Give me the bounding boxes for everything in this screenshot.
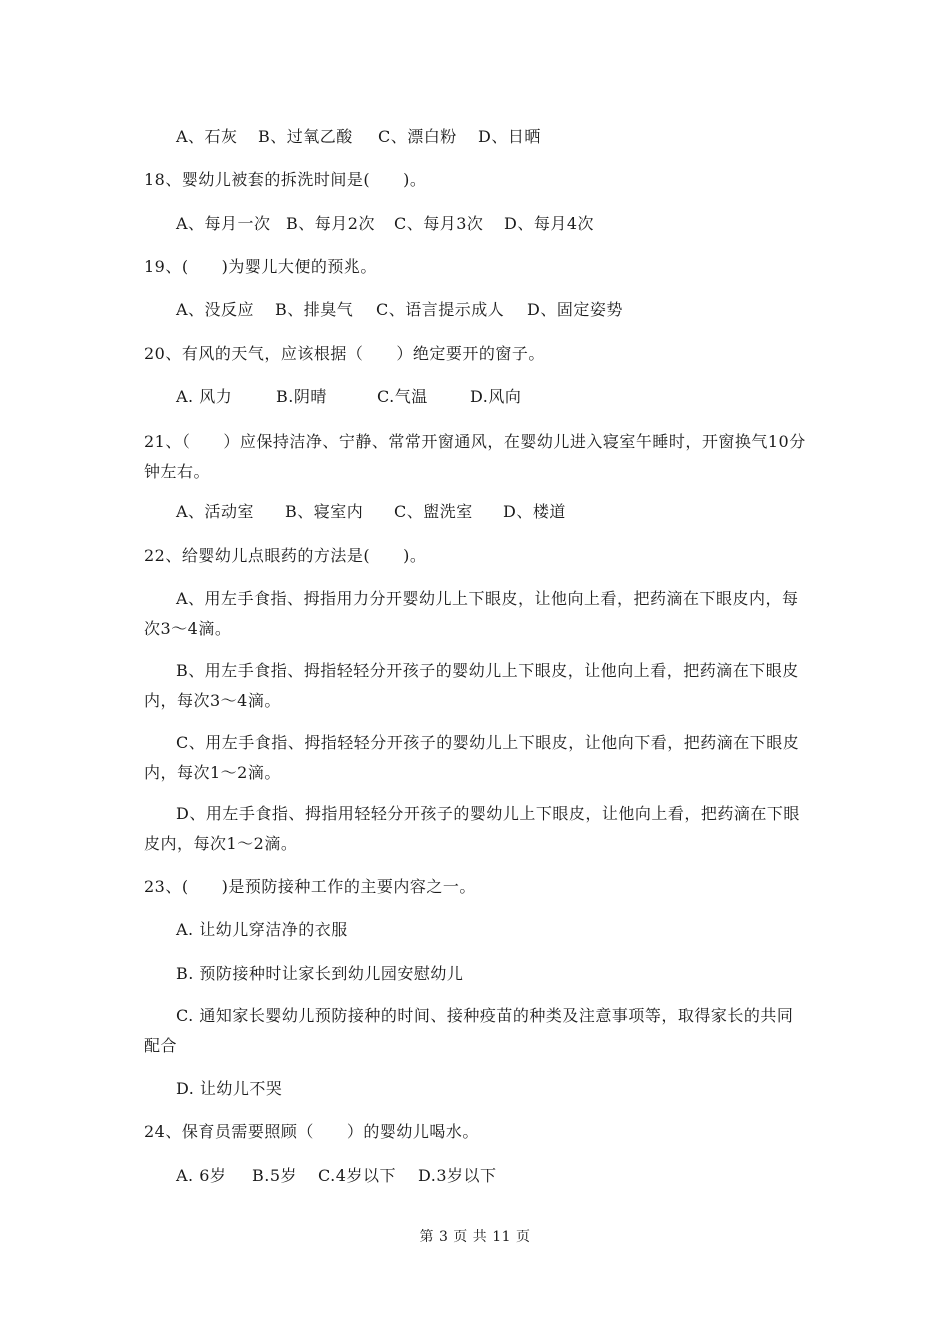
q21-option-b: B、寝室内 [285,502,364,521]
q22-option-a: A、用左手食指、拇指用力分开婴幼儿上下眼皮，让他向上看，把药滴在下眼皮内，每次3～4滴。 [144,589,799,638]
q19-stem: 19、( )为婴儿大便的预兆。 [144,257,377,276]
q19-option-a: A、没反应 [176,300,255,319]
q18-option-b: B、每月2次 [286,214,375,233]
q23-option-b: B. 预防接种时让家长到幼儿园安慰幼儿 [176,964,464,983]
q18-option-c: C、每月3次 [394,214,484,233]
q20-option-a: A. 风力 [176,387,233,406]
q18-option-d: D、每月4次 [504,214,595,233]
q23-stem: 23、( )是预防接种工作的主要内容之一。 [144,877,476,896]
q19-options [176,300,841,320]
q24-options [176,1166,841,1186]
q17-option-d: D、日晒 [478,127,541,146]
q21-option-d: D、楼道 [503,502,566,521]
q24-option-d: D.3岁以下 [418,1166,497,1185]
q24-option-c: C.4岁以下 [318,1166,396,1185]
q21-options [176,502,841,522]
q23-option-c: C. 通知家长婴幼儿预防接种的时间、接种疫苗的种类及注意事项等，取得家长的共同配合 [144,1006,794,1055]
q18-option-a: A、每月一次 [176,214,271,233]
q22-option-b: B、用左手食指、拇指轻轻分开孩子的婴幼儿上下眼皮，让他向上看，把药滴在下眼皮内，每次3～4滴。 [144,661,799,710]
page-number-footer: 第 3 页 共 11 页 [419,1229,531,1245]
q20-stem: 20、有风的天气，应该根据（ ）绝定要开的窗子。 [144,344,545,363]
q19-option-b: B、排臭气 [275,300,354,319]
q24-option-b: B.5岁 [252,1166,298,1185]
q17-options [176,127,841,147]
q18-options [176,214,841,234]
q19-option-c: C、语言提示成人 [376,300,505,319]
q20-options [176,387,841,407]
q18-stem: 18、婴幼儿被套的拆洗时间是( )。 [144,170,427,189]
q22-option-d: D、用左手食指、拇指用轻轻分开孩子的婴幼儿上下眼皮，让他向上看，把药滴在下眼皮内，每次1～2滴。 [144,804,800,853]
q17-option-a: A、石灰 [176,127,238,146]
q20-option-d: D.风向 [470,387,522,406]
q22-stem: 22、给婴幼儿点眼药的方法是( )。 [144,546,427,565]
q21-option-c: C、盥洗室 [394,502,473,521]
q22-option-c: C、用左手食指、拇指轻轻分开孩子的婴幼儿上下眼皮，让他向下看，把药滴在下眼皮内，每次1～2滴。 [144,733,800,782]
q19-option-d: D、固定姿势 [527,300,623,319]
q23-option-d: D. 让幼儿不哭 [176,1079,283,1098]
q23-option-a: A. 让幼儿穿洁净的衣服 [176,920,348,939]
q17-option-b: B、过氧乙酸 [258,127,353,146]
q20-option-b: B.阴晴 [276,387,327,406]
q20-option-c: C.气温 [377,387,428,406]
q24-stem: 24、保育员需要照顾（ ）的婴幼儿喝水。 [144,1122,479,1141]
q21-option-a: A、活动室 [176,502,255,521]
q17-option-c: C、漂白粉 [378,127,457,146]
q21-stem: 21、（ ）应保持洁净、宁静、常常开窗通风，在婴幼儿进入寝室午睡时，开窗换气10分钟左右。 [144,432,806,481]
q24-option-a: A. 6岁 [176,1166,227,1185]
